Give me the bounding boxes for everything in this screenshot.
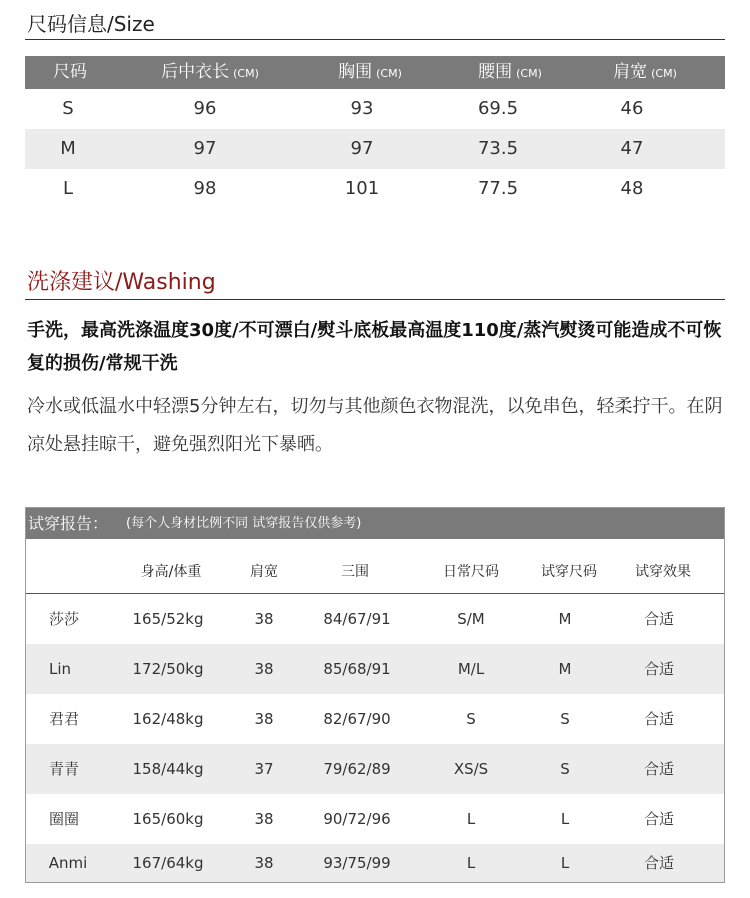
tryon-row <box>26 794 724 844</box>
tryon-report-table <box>25 507 725 883</box>
tryon-header-bar <box>26 508 724 539</box>
size-table <box>25 56 725 209</box>
tryon-row <box>26 844 724 882</box>
tryon-cell-name: 青青 <box>48 760 80 778</box>
size-header-shoulder: 肩宽 (CM) <box>613 62 677 82</box>
washing-instructions-bold: 手洗，最高洗涤温度30度/不可漂白/熨斗底板最高温度110度/蒸汽熨烫可能造成不可恢复的损伤/常规干洗 <box>27 320 722 374</box>
tryon-col-measurements: 三围 <box>341 564 369 580</box>
tryon-cell: S/M <box>457 610 485 628</box>
tryon-cell: M <box>558 610 572 628</box>
size-cell: L <box>62 178 74 199</box>
tryon-cell: 合适 <box>643 854 675 872</box>
tryon-cell: XS/S <box>453 760 489 778</box>
tryon-cell: 172/50kg <box>132 660 204 678</box>
tryon-cell: S <box>560 760 570 778</box>
tryon-cell: 38 <box>254 710 274 728</box>
tryon-column-headers <box>26 539 724 594</box>
size-cell: 69.5 <box>477 98 519 119</box>
size-row <box>25 89 725 129</box>
size-cell: 48 <box>620 178 644 199</box>
size-cell: 96 <box>193 98 217 119</box>
tryon-cell: 158/44kg <box>132 760 204 778</box>
size-cell: 97 <box>193 138 217 159</box>
tryon-cell: 90/72/96 <box>323 810 391 828</box>
tryon-cell: 162/48kg <box>132 710 204 728</box>
size-cell: 73.5 <box>477 138 519 159</box>
tryon-cell: L <box>466 854 476 872</box>
size-header-size: 尺码 <box>53 62 87 82</box>
tryon-cell: 37 <box>254 760 274 778</box>
size-section-title: 尺码信息/Size <box>27 12 155 36</box>
size-cell: 97 <box>350 138 374 159</box>
size-title-divider <box>25 39 725 40</box>
tryon-cell: S <box>466 710 476 728</box>
size-row <box>25 169 725 209</box>
tryon-cell: 85/68/91 <box>323 660 391 678</box>
size-cell: 93 <box>350 98 374 119</box>
tryon-cell: 合适 <box>643 710 675 728</box>
tryon-cell: 165/60kg <box>132 810 204 828</box>
size-row <box>25 129 725 169</box>
tryon-cell: 82/67/90 <box>323 710 391 728</box>
size-cell: M <box>60 138 76 159</box>
size-header-length: 后中衣长 (CM) <box>161 62 259 82</box>
tryon-cell: 合适 <box>643 660 675 678</box>
tryon-cell: 38 <box>254 610 274 628</box>
size-cell: 77.5 <box>477 178 519 199</box>
size-cell: 47 <box>620 138 644 159</box>
size-cell: 101 <box>344 178 380 199</box>
tryon-title: 试穿报告： <box>28 514 109 533</box>
size-cell: 98 <box>193 178 217 199</box>
tryon-cell: M/L <box>457 660 485 678</box>
tryon-cell-name: 君君 <box>48 710 80 728</box>
tryon-cell: L <box>466 810 476 828</box>
tryon-cell: L <box>560 810 570 828</box>
tryon-cell: L <box>560 854 570 872</box>
size-table-header <box>25 56 725 89</box>
tryon-col-tried-size: 试穿尺码 <box>541 564 597 580</box>
washing-section-title: 洗涤建议/Washing <box>27 270 216 295</box>
tryon-cell-name: 莎莎 <box>48 610 80 628</box>
tryon-row <box>26 694 724 744</box>
tryon-cell: 165/52kg <box>132 610 204 628</box>
tryon-note: (每个人身材比例不同 试穿报告仅供参考) <box>126 516 362 531</box>
size-cell: 46 <box>620 98 644 119</box>
washing-instructions: 冷水或低温水中轻漂5分钟左右，切勿与其他颜色衣物混洗，以免串色，轻柔拧干。在阴凉处悬挂晾干，避免强烈阳光下暴晒。 <box>27 396 723 455</box>
tryon-cell-name: Lin <box>48 660 72 678</box>
washing-title-divider <box>25 299 725 300</box>
tryon-col-fit: 试穿效果 <box>635 564 691 580</box>
tryon-cell-name: Anmi <box>48 854 88 872</box>
tryon-cell: S <box>560 710 570 728</box>
tryon-row <box>26 744 724 794</box>
tryon-cell: 93/75/99 <box>323 854 391 872</box>
tryon-cell: 合适 <box>643 760 675 778</box>
tryon-cell-name: 圈圈 <box>48 810 80 828</box>
tryon-cell: 38 <box>254 660 274 678</box>
size-cell: S <box>62 98 74 119</box>
tryon-cell: 38 <box>254 854 274 872</box>
tryon-col-usual-size: 日常尺码 <box>443 564 499 580</box>
tryon-cell: 38 <box>254 810 274 828</box>
tryon-cell: 合适 <box>643 810 675 828</box>
size-header-chest: 胸围 (CM) <box>338 62 402 82</box>
tryon-cell: 79/62/89 <box>323 760 391 778</box>
tryon-col-height-weight: 身高/体重 <box>140 564 202 580</box>
tryon-cell: 84/67/91 <box>323 610 391 628</box>
tryon-col-shoulder: 肩宽 <box>250 564 278 580</box>
tryon-cell: M <box>558 660 572 678</box>
tryon-cell: 167/64kg <box>132 854 204 872</box>
size-header-waist: 腰围 (CM) <box>478 62 542 82</box>
tryon-cell: 合适 <box>643 610 675 628</box>
tryon-row <box>26 644 724 694</box>
tryon-row <box>26 594 724 644</box>
